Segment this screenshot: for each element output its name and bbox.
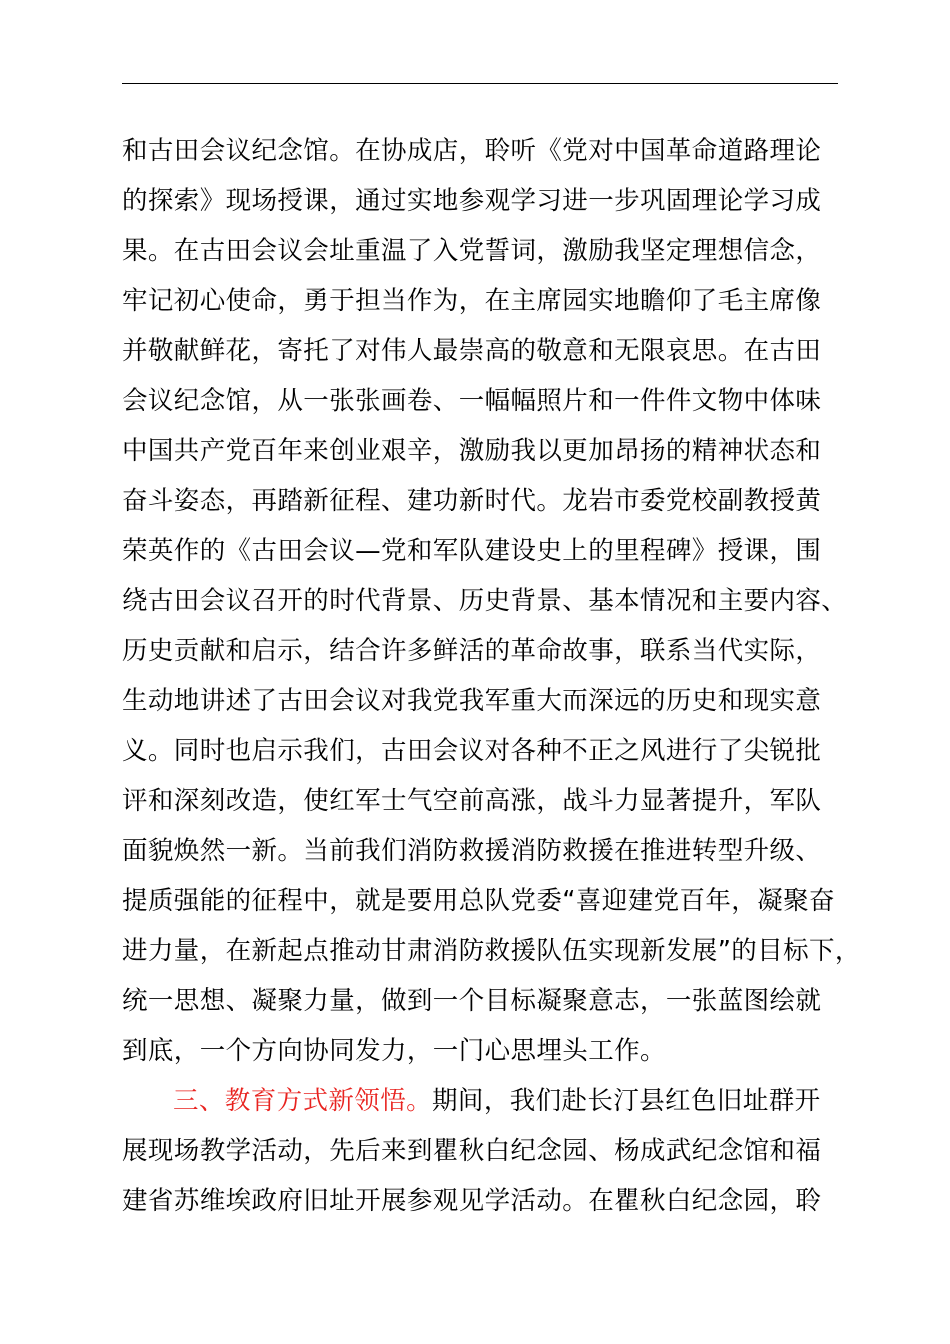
text-line: 和古田会议纪念馆。在协成店，聆听《党对中国革命道路理论 [122, 136, 822, 166]
section-heading: 三、教育方式新领悟。 [173, 1086, 433, 1116]
text-line: 面貌焕然一新。当前我们消防救援消防救援在推进转型升级、 [122, 836, 822, 866]
text-line: 到底，一个方向协同发力，一门心思埋头工作。 [122, 1036, 666, 1066]
section-3-first-line [122, 1076, 842, 1126]
text-line: 生动地讲述了古田会议对我党我军重大而深远的历史和现实意 [122, 686, 822, 716]
text-line: 进力量，在新起点推动甘肃消防救援队伍实现新发展”的目标下， [122, 936, 861, 966]
document-body [122, 126, 861, 1226]
text-line: 荣英作的《古田会议—党和军队建设史上的里程碑》授课，围 [122, 536, 822, 566]
text-line: 统一思想、凝聚力量，做到一个目标凝聚意志，一张蓝图绘就 [122, 986, 822, 1016]
header-rule [122, 83, 838, 84]
section-3-first-line-text: 期间，我们赴长汀县红色旧址群开 [432, 1086, 821, 1116]
text-line: 中国共产党百年来创业艰辛，激励我以更加昂扬的精神状态和 [122, 436, 822, 466]
text-line: 建省苏维埃政府旧址开展参观见学活动。在瞿秋白纪念园，聆 [122, 1186, 822, 1216]
text-line: 历史贡献和启示，结合许多鲜活的革命故事，联系当代实际， [122, 636, 822, 666]
text-line: 牢记初心使命，勇于担当作为，在主席园实地瞻仰了毛主席像 [122, 286, 822, 316]
text-line: 评和深刻改造，使红军士气空前高涨，战斗力显著提升，军队 [122, 786, 822, 816]
text-line: 的探索》现场授课，通过实地参观学习进一步巩固理论学习成 [122, 186, 822, 216]
text-line: 并敬献鲜花，寄托了对伟人最崇高的敬意和无限哀思。在古田 [122, 336, 822, 366]
text-line: 提质强能的征程中，就是要用总队党委“喜迎建党百年，凝聚奋 [122, 886, 835, 916]
text-line: 绕古田会议召开的时代背景、历史背景、基本情况和主要内容、 [122, 586, 848, 616]
text-line: 奋斗姿态，再踏新征程、建功新时代。龙岩市委党校副教授黄 [122, 486, 822, 516]
paragraph-gutian-meeting [122, 126, 861, 1076]
text-line: 会议纪念馆，从一张张画卷、一幅幅照片和一件件文物中体味 [122, 386, 822, 416]
text-line: 义。同时也启示我们，古田会议对各种不正之风进行了尖锐批 [122, 736, 822, 766]
paragraph-section-3 [122, 1076, 842, 1226]
text-line: 展现场教学活动，先后来到瞿秋白纪念园、杨成武纪念馆和福 [122, 1136, 822, 1166]
text-line: 果。在古田会议会址重温了入党誓词，激励我坚定理想信念， [122, 236, 822, 266]
